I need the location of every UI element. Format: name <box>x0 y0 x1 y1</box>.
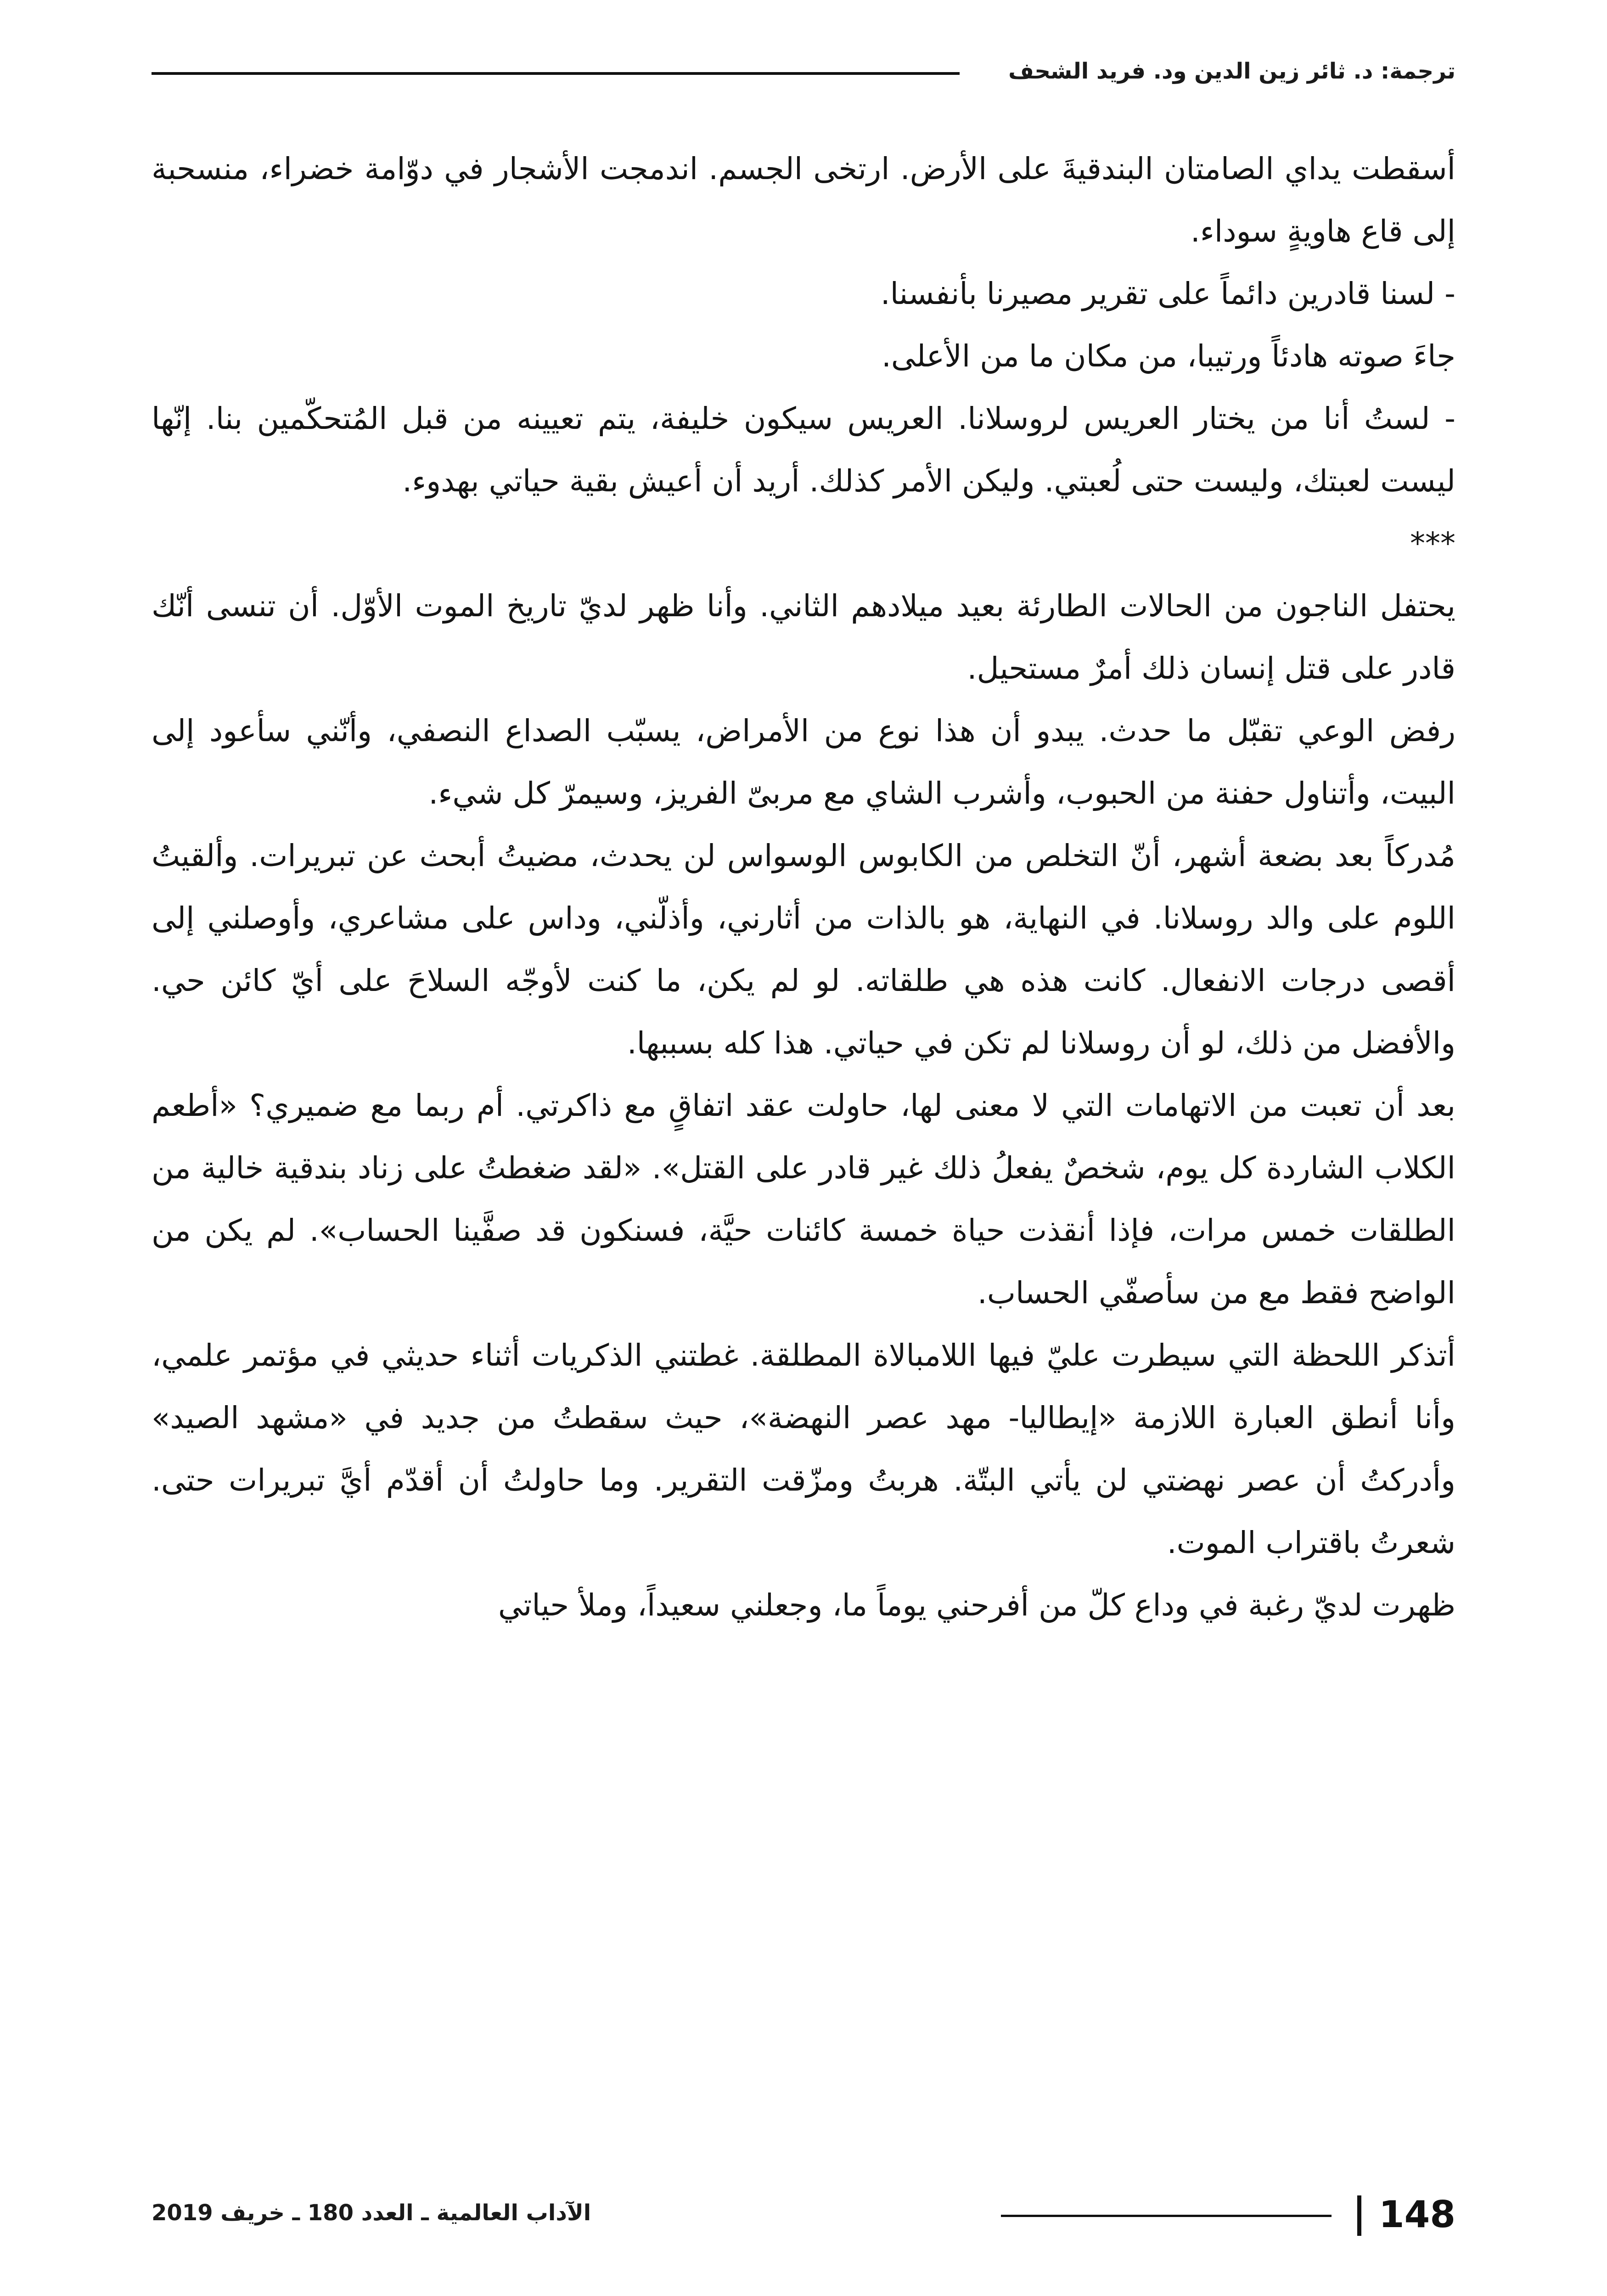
footer-rule <box>1001 2215 1332 2217</box>
paragraph: بعد أن تعبت من الاتهامات التي لا معنى لها، حاولت عقد اتفاقٍ مع ذاكرتي. أم ربما مع ضميري؟ «أطعم الكلاب الشاردة كل يوم، شخصٌ يفعلُ ذلك غير قادر على القتل». «لقد ضغطتُ على زناد بندقية خالية من الطلقات خمس مرات، فإذا أنقذت حياة خمسة كائنات حيَّة، فسنكون قد صفَّينا الحساب». لم يكن من الواضح فقط مع من سأصفّي الحساب. <box>152 1088 1455 1311</box>
paragraph: - لسنا قادرين دائماً على تقرير مصيرنا بأنفسنا. <box>880 276 1455 311</box>
page-number: 148 <box>1379 2193 1455 2236</box>
paragraph: مُدركاً بعد بضعة أشهر، أنّ التخلص من الكابوس الوسواس لن يحدث، مضيتُ أبحث عن تبريرات. وألقيتُ اللوم على والد روسلانا. في النهاية، هو بالذات من أثارني، وأذلّني، وداس على مشاعري، وأوصلني إلى أقصى درجات الانفعال. كانت هذه هي طلقاته. لو لم يكن، ما كنت لأوجّه السلاحَ على أيّ كائن حي. والأفضل من ذلك، لو أن روسلانا لم تكن في حياتي. هذا كله بسببها. <box>152 838 1455 1061</box>
paragraph: جاءَ صوته هادئاً ورتيبا، من مكان ما من الأعلى. <box>881 338 1455 374</box>
section-break: *** <box>1410 526 1455 561</box>
paragraph: رفض الوعي تقبّل ما حدث. يبدو أن هذا نوع من الأمراض، يسبّب الصداع النصفي، وأنّني سأعود إلى البيت، وأتناول حفنة من الحبوب، وأشرب الشاي مع مربىّ الفريز، وسيمرّ كل شيء. <box>152 713 1455 811</box>
header-rule <box>152 72 960 75</box>
running-header <box>152 48 1455 90</box>
paragraph: ظهرت لديّ رغبة في وداع كلّ من أفرحني يوماً ما، وجعلني سعيداً، وملأ حياتي <box>498 1587 1455 1623</box>
paragraph: أتذكر اللحظة التي سيطرت عليّ فيها اللامبالاة المطلقة. غطتني الذكريات أثناء حديثي في مؤتمر علمي، وأنا أنطق العبارة اللازمة «إيطاليا- مهد عصر النهضة»، حيث سقطتُ من جديد في «مشهد الصيد» وأدركتُ أن عصر نهضتي لن يأتي البتّة. هربتُ ومزّقت التقرير. وما حاولتُ أن أقدّم أيَّ تبريرات حتى. شعرتُ باقتراب الموت. <box>152 1338 1455 1560</box>
footer-divider <box>1357 2195 1361 2236</box>
article-body <box>152 138 1455 1637</box>
journal-info: الآداب العالمية ـ العدد 180 ـ خريف 2019 <box>152 2200 591 2226</box>
translators-credit: ترجمة: د. ثائر زين الدين ود. فريد الشحف <box>1008 58 1455 84</box>
paragraph: - لستُ أنا من يختار العريس لروسلانا. العريس سيكون خليفة، يتم تعيينه من قبل المُتحكّمين بنا. إنّها ليست لعبتك، وليست حتى لُعبتي. وليكن الأمر كذلك. أريد أن أعيش بقية حياتي بهدوء. <box>152 401 1455 499</box>
paragraph: أسقطت يداي الصامتان البندقيةَ على الأرض. ارتخى الجسم. اندمجت الأشجار في دوّامة خضراء، منسحبة إلى قاع هاويةٍ سوداء. <box>152 151 1455 249</box>
page-footer <box>152 2188 1455 2239</box>
paragraph: يحتفل الناجون من الحالات الطارئة بعيد ميلادهم الثاني. وأنا ظهر لديّ تاريخ الموت الأوّل. أن تنسى أنّك قادر على قتل إنسان ذلك أمرٌ مستحيل. <box>152 588 1455 686</box>
